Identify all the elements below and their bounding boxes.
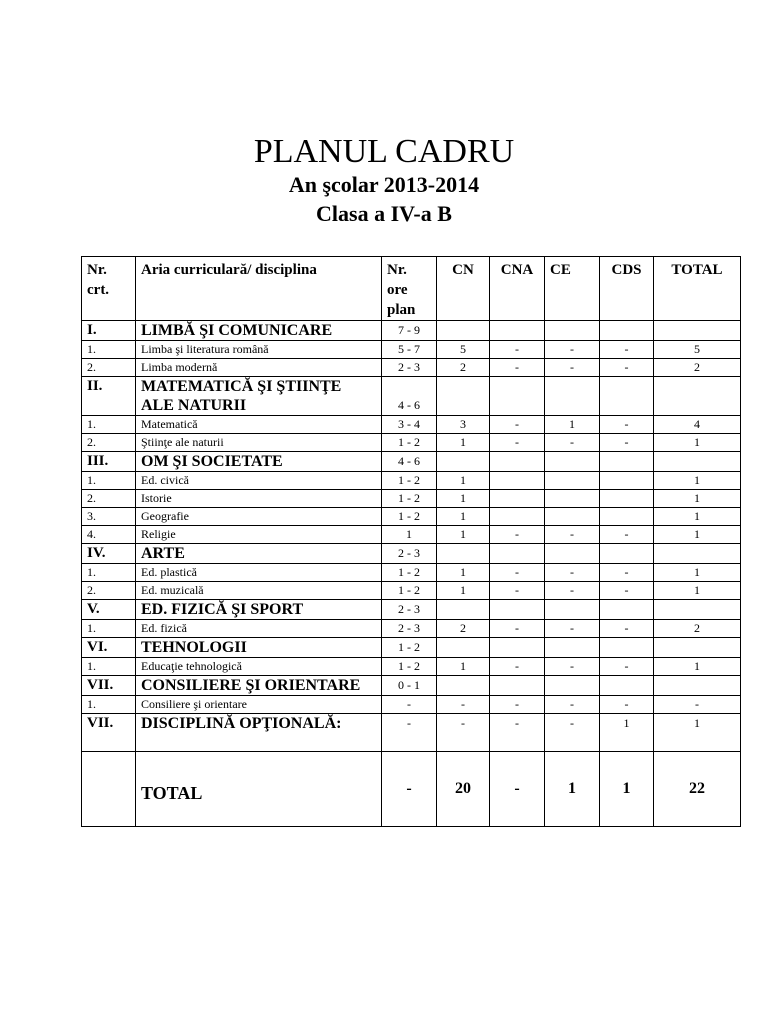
subject-nr-cell: 1.	[82, 696, 136, 714]
section-ore-cell: 2 - 3	[382, 600, 437, 620]
subject-cds-cell: -	[600, 620, 654, 638]
section-name-cell: ED. FIZICĂ ŞI SPORT	[136, 600, 382, 620]
section-nr-cell: IV.	[82, 544, 136, 564]
subject-total-cell: 5	[654, 341, 741, 359]
section-cn-cell	[437, 600, 490, 620]
section-ce-cell	[545, 544, 600, 564]
subject-cn-cell: 1	[437, 490, 490, 508]
section-nr-cell: VII.	[82, 714, 136, 752]
section-row	[82, 321, 741, 341]
subject-name-cell: Limba modernă	[136, 359, 382, 377]
subject-cds-cell: -	[600, 341, 654, 359]
section-cn-cell	[437, 638, 490, 658]
subject-ce-cell: -	[545, 564, 600, 582]
subject-ore-cell: 5 - 7	[382, 341, 437, 359]
total-ce: 1	[545, 752, 600, 827]
section-ore-cell: 0 - 1	[382, 676, 437, 696]
subject-nr-cell: 1.	[82, 658, 136, 676]
total-ore: -	[382, 752, 437, 827]
subject-ore-cell: 1 - 2	[382, 472, 437, 490]
section-name-cell: MATEMATICĂ ŞI ŞTIINŢE ALE NATURII	[136, 377, 382, 416]
subject-name-cell: Matematică	[136, 416, 382, 434]
subject-cds-cell: -	[600, 359, 654, 377]
subject-total-cell: 1	[654, 490, 741, 508]
subject-ce-cell: -	[545, 696, 600, 714]
section-total-cell	[654, 638, 741, 658]
header-ore: Nr. ore plan	[382, 257, 437, 321]
subject-row	[82, 582, 741, 600]
section-cds-cell	[600, 600, 654, 620]
header-total: TOTAL	[654, 257, 741, 321]
subject-ce-cell: 1	[545, 416, 600, 434]
subject-row	[82, 526, 741, 544]
subject-cn-cell: 1	[437, 658, 490, 676]
section-name-cell: DISCIPLINĂ OPŢIONALĂ:	[136, 714, 382, 752]
subject-ce-cell: -	[545, 658, 600, 676]
total-cn: 20	[437, 752, 490, 827]
subject-ce-cell	[545, 472, 600, 490]
subject-row	[82, 490, 741, 508]
section-ore-cell: -	[382, 714, 437, 752]
subject-cna-cell: -	[490, 416, 545, 434]
subject-nr-cell: 1.	[82, 472, 136, 490]
subject-name-cell: Consiliere şi orientare	[136, 696, 382, 714]
subject-total-cell: 1	[654, 582, 741, 600]
subject-total-cell: 1	[654, 434, 741, 452]
subject-cna-cell	[490, 472, 545, 490]
subject-total-cell: 1	[654, 564, 741, 582]
subject-row	[82, 472, 741, 490]
section-ore-cell: 1 - 2	[382, 638, 437, 658]
subject-cna-cell: -	[490, 658, 545, 676]
subject-ore-cell: 1 - 2	[382, 564, 437, 582]
subject-row	[82, 416, 741, 434]
section-row	[82, 544, 741, 564]
subject-row	[82, 696, 741, 714]
section-cds-cell	[600, 638, 654, 658]
subject-name-cell: Religie	[136, 526, 382, 544]
subject-cn-cell: 2	[437, 620, 490, 638]
subject-cds-cell: -	[600, 696, 654, 714]
subject-total-cell: 4	[654, 416, 741, 434]
subject-total-cell: 1	[654, 658, 741, 676]
subject-name-cell: Educaţie tehnologică	[136, 658, 382, 676]
section-ce-cell	[545, 377, 600, 416]
section-ce-cell	[545, 600, 600, 620]
subject-nr-cell: 2.	[82, 434, 136, 452]
subject-cna-cell: -	[490, 620, 545, 638]
section-cna-cell	[490, 452, 545, 472]
section-row	[82, 377, 741, 416]
section-nr-cell: II.	[82, 377, 136, 416]
subject-ore-cell: 2 - 3	[382, 620, 437, 638]
section-name-cell: TEHNOLOGII	[136, 638, 382, 658]
page-title: PLANUL CADRU	[253, 133, 515, 170]
section-total-cell	[654, 452, 741, 472]
section-ore-cell: 2 - 3	[382, 544, 437, 564]
subject-ce-cell: -	[545, 526, 600, 544]
subject-row	[82, 508, 741, 526]
section-cn-cell	[437, 544, 490, 564]
subject-cds-cell: -	[600, 526, 654, 544]
subject-cds-cell	[600, 490, 654, 508]
subject-cna-cell: -	[490, 526, 545, 544]
subject-name-cell: Ed. civică	[136, 472, 382, 490]
subject-cds-cell: -	[600, 434, 654, 452]
school-year: An şcolar 2013-2014	[288, 172, 480, 197]
section-row	[82, 600, 741, 620]
section-cna-cell	[490, 544, 545, 564]
subject-cn-cell: 1	[437, 434, 490, 452]
curriculum-table	[81, 256, 741, 827]
subject-cna-cell: -	[490, 564, 545, 582]
section-nr-cell: I.	[82, 321, 136, 341]
section-name-cell: CONSILIERE ŞI ORIENTARE	[136, 676, 382, 696]
section-total-cell	[654, 600, 741, 620]
section-ce-cell	[545, 321, 600, 341]
subject-cn-cell: -	[437, 696, 490, 714]
subject-cn-cell: 3	[437, 416, 490, 434]
subject-nr-cell: 1.	[82, 341, 136, 359]
total-cds: 1	[600, 752, 654, 827]
subject-ore-cell: 3 - 4	[382, 416, 437, 434]
subject-row	[82, 620, 741, 638]
section-total-cell	[654, 676, 741, 696]
subject-cna-cell: -	[490, 359, 545, 377]
total-label: TOTAL	[136, 752, 382, 827]
subject-ore-cell: 1 - 2	[382, 582, 437, 600]
subject-ore-cell: 1	[382, 526, 437, 544]
total-nr-cell	[82, 752, 136, 827]
subject-ce-cell: -	[545, 434, 600, 452]
section-cna-cell	[490, 377, 545, 416]
subject-cn-cell: 1	[437, 508, 490, 526]
section-cds-cell	[600, 544, 654, 564]
subject-name-cell: Ed. plastică	[136, 564, 382, 582]
subject-nr-cell: 1.	[82, 564, 136, 582]
section-cna-cell	[490, 638, 545, 658]
subject-cn-cell: 1	[437, 526, 490, 544]
subject-ce-cell	[545, 508, 600, 526]
subject-ore-cell: 1 - 2	[382, 658, 437, 676]
subject-ce-cell: -	[545, 359, 600, 377]
subject-cna-cell: -	[490, 341, 545, 359]
section-total-cell	[654, 321, 741, 341]
subject-cds-cell	[600, 472, 654, 490]
subject-cds-cell: -	[600, 416, 654, 434]
section-cna-cell	[490, 600, 545, 620]
header-cna: CNA	[490, 257, 545, 321]
subject-row	[82, 564, 741, 582]
section-ce-cell	[545, 452, 600, 472]
subject-cna-cell: -	[490, 434, 545, 452]
section-nr-cell: III.	[82, 452, 136, 472]
subject-row	[82, 434, 741, 452]
subject-nr-cell: 2.	[82, 582, 136, 600]
subject-name-cell: Ed. fizică	[136, 620, 382, 638]
section-ore-cell: 4 - 6	[382, 377, 437, 416]
optional-row	[82, 714, 741, 752]
total-row	[82, 752, 741, 827]
section-cds-cell	[600, 321, 654, 341]
total-total: 22	[654, 752, 741, 827]
section-cna-cell	[490, 676, 545, 696]
subject-nr-cell: 2.	[82, 359, 136, 377]
table-header-row	[82, 257, 741, 321]
section-row	[82, 638, 741, 658]
subject-cn-cell: 5	[437, 341, 490, 359]
subject-ore-cell: 2 - 3	[382, 359, 437, 377]
subject-total-cell: 2	[654, 620, 741, 638]
section-ore-cell: 7 - 9	[382, 321, 437, 341]
section-cn-cell	[437, 377, 490, 416]
subject-ore-cell: 1 - 2	[382, 434, 437, 452]
subject-row	[82, 658, 741, 676]
section-total-cell	[654, 377, 741, 416]
section-name-cell: OM ŞI SOCIETATE	[136, 452, 382, 472]
subject-total-cell: 1	[654, 508, 741, 526]
subject-ce-cell: -	[545, 582, 600, 600]
section-nr-cell: VII.	[82, 676, 136, 696]
section-cna-cell: -	[490, 714, 545, 752]
header-aria: Aria curriculară/ disciplina	[136, 257, 382, 321]
subject-cna-cell	[490, 490, 545, 508]
header-ce: CE	[545, 257, 600, 321]
subject-total-cell: 1	[654, 526, 741, 544]
subject-cds-cell: -	[600, 564, 654, 582]
section-ore-cell: 4 - 6	[382, 452, 437, 472]
class-name: Clasa a IV-a B	[316, 201, 452, 226]
subject-name-cell: Geografie	[136, 508, 382, 526]
section-total-cell	[654, 544, 741, 564]
subject-ce-cell	[545, 490, 600, 508]
subject-cds-cell: -	[600, 658, 654, 676]
subject-row	[82, 359, 741, 377]
subject-nr-cell: 2.	[82, 490, 136, 508]
subject-cn-cell: 1	[437, 472, 490, 490]
subject-nr-cell: 3.	[82, 508, 136, 526]
section-cds-cell: 1	[600, 714, 654, 752]
section-cn-cell	[437, 321, 490, 341]
subject-total-cell: 2	[654, 359, 741, 377]
section-name-cell: LIMBĂ ŞI COMUNICARE	[136, 321, 382, 341]
subject-ce-cell: -	[545, 341, 600, 359]
subject-nr-cell: 1.	[82, 416, 136, 434]
subject-cna-cell: -	[490, 696, 545, 714]
subject-nr-cell: 1.	[82, 620, 136, 638]
subject-cn-cell: 1	[437, 564, 490, 582]
subject-row	[82, 341, 741, 359]
section-cds-cell	[600, 377, 654, 416]
section-row	[82, 452, 741, 472]
subject-total-cell: 1	[654, 472, 741, 490]
subject-name-cell: Istorie	[136, 490, 382, 508]
header-cds: CDS	[600, 257, 654, 321]
header-nr: Nr. crt.	[82, 257, 136, 321]
section-cna-cell	[490, 321, 545, 341]
section-ce-cell	[545, 638, 600, 658]
subject-total-cell: -	[654, 696, 741, 714]
section-cn-cell: -	[437, 714, 490, 752]
section-nr-cell: VI.	[82, 638, 136, 658]
section-ce-cell: -	[545, 714, 600, 752]
header-cn: CN	[437, 257, 490, 321]
subject-nr-cell: 4.	[82, 526, 136, 544]
subject-cna-cell	[490, 508, 545, 526]
subject-cn-cell: 2	[437, 359, 490, 377]
section-total-cell: 1	[654, 714, 741, 752]
subject-ore-cell: 1 - 2	[382, 490, 437, 508]
subject-ore-cell: 1 - 2	[382, 508, 437, 526]
section-cds-cell	[600, 452, 654, 472]
total-cna: -	[490, 752, 545, 827]
section-row	[82, 676, 741, 696]
subject-cds-cell: -	[600, 582, 654, 600]
subject-ce-cell: -	[545, 620, 600, 638]
subject-ore-cell: -	[382, 696, 437, 714]
section-cn-cell	[437, 676, 490, 696]
subject-cna-cell: -	[490, 582, 545, 600]
section-name-cell: ARTE	[136, 544, 382, 564]
section-cn-cell	[437, 452, 490, 472]
subject-cds-cell	[600, 508, 654, 526]
section-nr-cell: V.	[82, 600, 136, 620]
subject-cn-cell: 1	[437, 582, 490, 600]
subject-name-cell: Limba şi literatura română	[136, 341, 382, 359]
section-ce-cell	[545, 676, 600, 696]
subject-name-cell: Ed. muzicală	[136, 582, 382, 600]
subject-name-cell: Ştiinţe ale naturii	[136, 434, 382, 452]
section-cds-cell	[600, 676, 654, 696]
